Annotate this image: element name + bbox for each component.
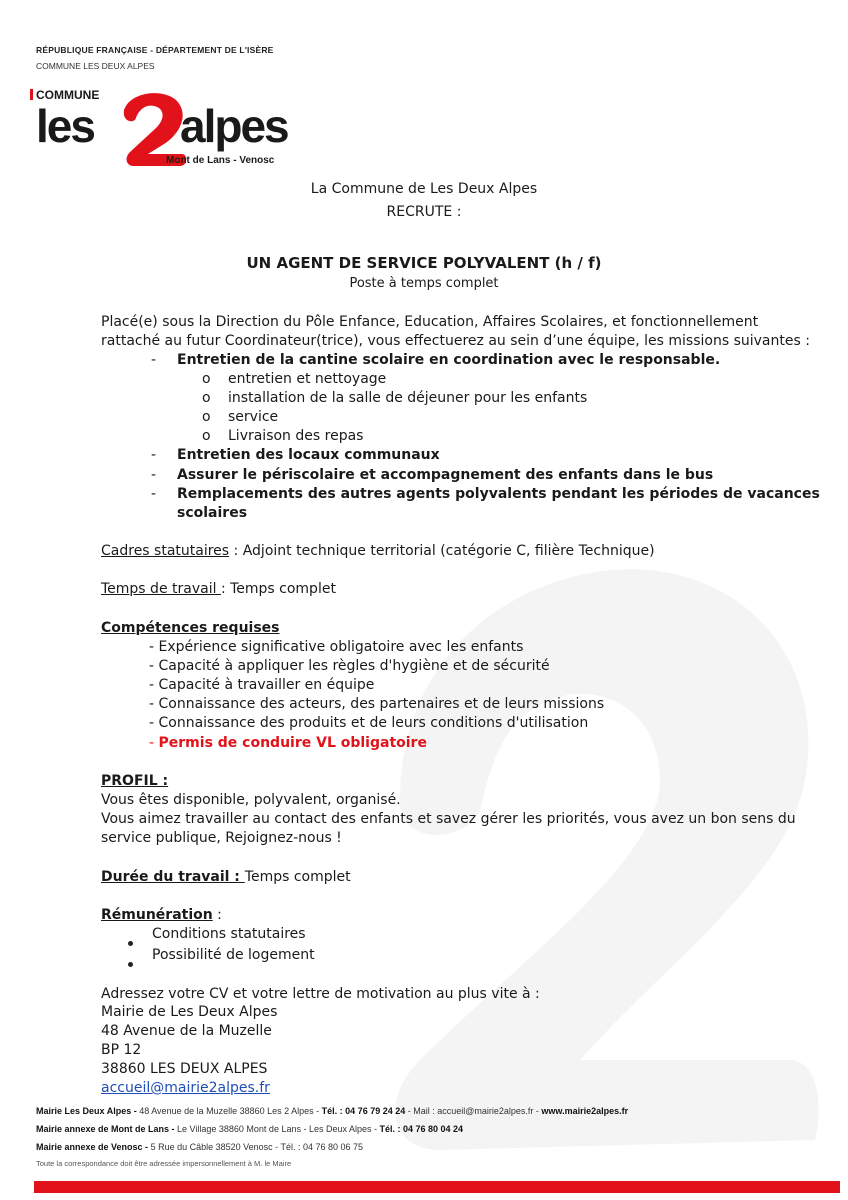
watermark-logo [360, 540, 830, 1180]
mission-sub-item: installation de la salle de déjeuner pour les enfants [228, 390, 588, 406]
contact-line4: BP 12 [101, 1042, 142, 1058]
mission-sub-item: entretien et nettoyage [228, 371, 387, 387]
competence-item: - Connaissance des acteurs, des partenaires et de leurs missions [149, 696, 605, 712]
duree-value: Temps complet [244, 869, 351, 885]
competence-item: - Connaissance des produits et de leurs conditions d'utilisation [149, 715, 589, 731]
remuneration-item: Conditions statutaires [152, 926, 306, 942]
contact-line1: Adressez votre CV et votre lettre de motivation au plus vite à : [101, 986, 540, 1002]
sub-bullet-icon: o [202, 390, 211, 406]
logo-commune-text: COMMUNE [36, 88, 100, 102]
mission-3: Assurer le périscolaire et accompagnement des enfants dans le bus [177, 467, 714, 483]
profil-line2: Vous aimez travailler au contact des enfants et savez gérer les priorités, vous avez un bon sens du [101, 811, 796, 827]
competence-item: - Expérience significative obligatoire avec les enfants [149, 639, 524, 655]
footer-line2 [36, 1124, 463, 1134]
mission-4-line2: scolaires [177, 505, 248, 521]
competences-label: Compétences requises [101, 620, 280, 636]
footer-l2-tel: Tél. : 04 76 80 04 24 [379, 1124, 464, 1134]
intro-line2: rattaché au futur Coordinateur(trice), vous effectuerez au sein d’une équipe, les missions suivantes : [101, 333, 810, 349]
cadres-row [101, 542, 655, 561]
intro-line1: Placé(e) sous la Direction du Pôle Enfance, Education, Affaires Scolaires, et fonctionnellement [101, 314, 759, 330]
competence-item: - Capacité à travailler en équipe [149, 677, 375, 693]
footer-red-bar [34, 1181, 840, 1193]
competence-permis [149, 734, 427, 753]
sub-bullet-icon: o [202, 409, 211, 425]
bullet-icon [128, 931, 133, 950]
mission-sub-item: service [228, 409, 279, 425]
temps-value: : Temps complet [220, 581, 336, 597]
remuneration-item: Possibilité de logement [152, 947, 315, 963]
mission-2: Entretien des locaux communaux [177, 447, 440, 463]
logo-les-text: les [36, 100, 94, 152]
temps-row [101, 580, 336, 599]
logo-sub-text: Mont de Lans - Venosc [166, 155, 275, 166]
footer-l3-rest: 5 Rue du Câble 38520 Venosc - Tél. : 04 76 80 06 75 [148, 1142, 364, 1152]
mission-sub-item: Livraison des repas [228, 428, 364, 444]
job-subtitle: Poste à temps complet [349, 276, 499, 291]
footer-l1-rest: 48 Avenue de la Muzelle 38860 Les 2 Alpes - [136, 1106, 322, 1116]
cadres-value: : Adjoint technique territorial (catégorie C, filière Technique) [229, 543, 655, 559]
sub-bullet-icon: o [202, 371, 211, 387]
mission-dash: - [151, 486, 157, 502]
mission-dash: - [151, 447, 157, 463]
job-title: UN AGENT DE SERVICE POLYVALENT (h / f) [246, 254, 602, 272]
footer-line3 [36, 1142, 363, 1152]
footer-note: Toute la correspondance doit être adressée impersonnellement à M. le Maire [36, 1159, 292, 1168]
sub-bullet-icon: o [202, 428, 211, 444]
mission-dash: - [151, 352, 157, 368]
remuneration-colon: : [212, 907, 222, 923]
profil-line1: Vous êtes disponible, polyvalent, organisé. [101, 792, 401, 808]
footer-l3-name: Mairie annexe de Venosc - [36, 1142, 149, 1152]
mission-1: Entretien de la cantine scolaire en coordination avec le responsable. [177, 352, 721, 368]
mission-dash: - [151, 467, 157, 483]
commune-logo [30, 86, 290, 172]
footer-l1-name: Mairie Les Deux Alpes - [36, 1106, 137, 1116]
footer-l1-tel: Tél. : 04 76 79 24 24 [321, 1106, 406, 1116]
footer-l2-rest: Le Village 38860 Mont de Lans - Les Deux Alpes - [174, 1124, 380, 1134]
contact-line2: Mairie de Les Deux Alpes [101, 1004, 278, 1020]
mission-4-line1: Remplacements des autres agents polyvalents pendant les périodes de vacances [177, 486, 820, 502]
header-republique: RÉPUBLIQUE FRANÇAISE - DÉPARTEMENT DE L'ISÈRE [36, 45, 274, 55]
remuneration-row [101, 906, 222, 925]
profil-label: PROFIL : [101, 773, 169, 789]
contact-line3: 48 Avenue de la Muzelle [101, 1023, 272, 1039]
permis-dash: - [149, 735, 159, 751]
profil-line3: service publique, Rejoignez-nous ! [101, 830, 342, 846]
duree-row [101, 868, 351, 887]
footer-l1-web: www.mairie2alpes.fr [541, 1106, 629, 1116]
title-line2: RECRUTE : [386, 204, 462, 220]
permis-text: Permis de conduire VL obligatoire [158, 735, 427, 751]
remuneration-label: Rémunération [101, 907, 213, 923]
footer-l1-mail: - Mail : accueil@mairie2alpes.fr - [405, 1106, 542, 1116]
title-line1: La Commune de Les Deux Alpes [310, 181, 538, 197]
cadres-label: Cadres statutaires [101, 543, 230, 559]
header-commune: COMMUNE LES DEUX ALPES [36, 61, 155, 71]
contact-line5: 38860 LES DEUX ALPES [101, 1061, 268, 1077]
contact-email-link[interactable]: accueil@mairie2alpes.fr [101, 1080, 270, 1096]
temps-label: Temps de travail [101, 581, 221, 597]
footer-l2-name: Mairie annexe de Mont de Lans - [36, 1124, 175, 1134]
duree-label: Durée du travail : [101, 869, 245, 885]
competence-item: - Capacité à appliquer les règles d'hygiène et de sécurité [149, 658, 550, 674]
bullet-icon [128, 952, 133, 971]
footer-line1 [36, 1106, 628, 1116]
logo-alpes-text: alpes [180, 100, 288, 152]
